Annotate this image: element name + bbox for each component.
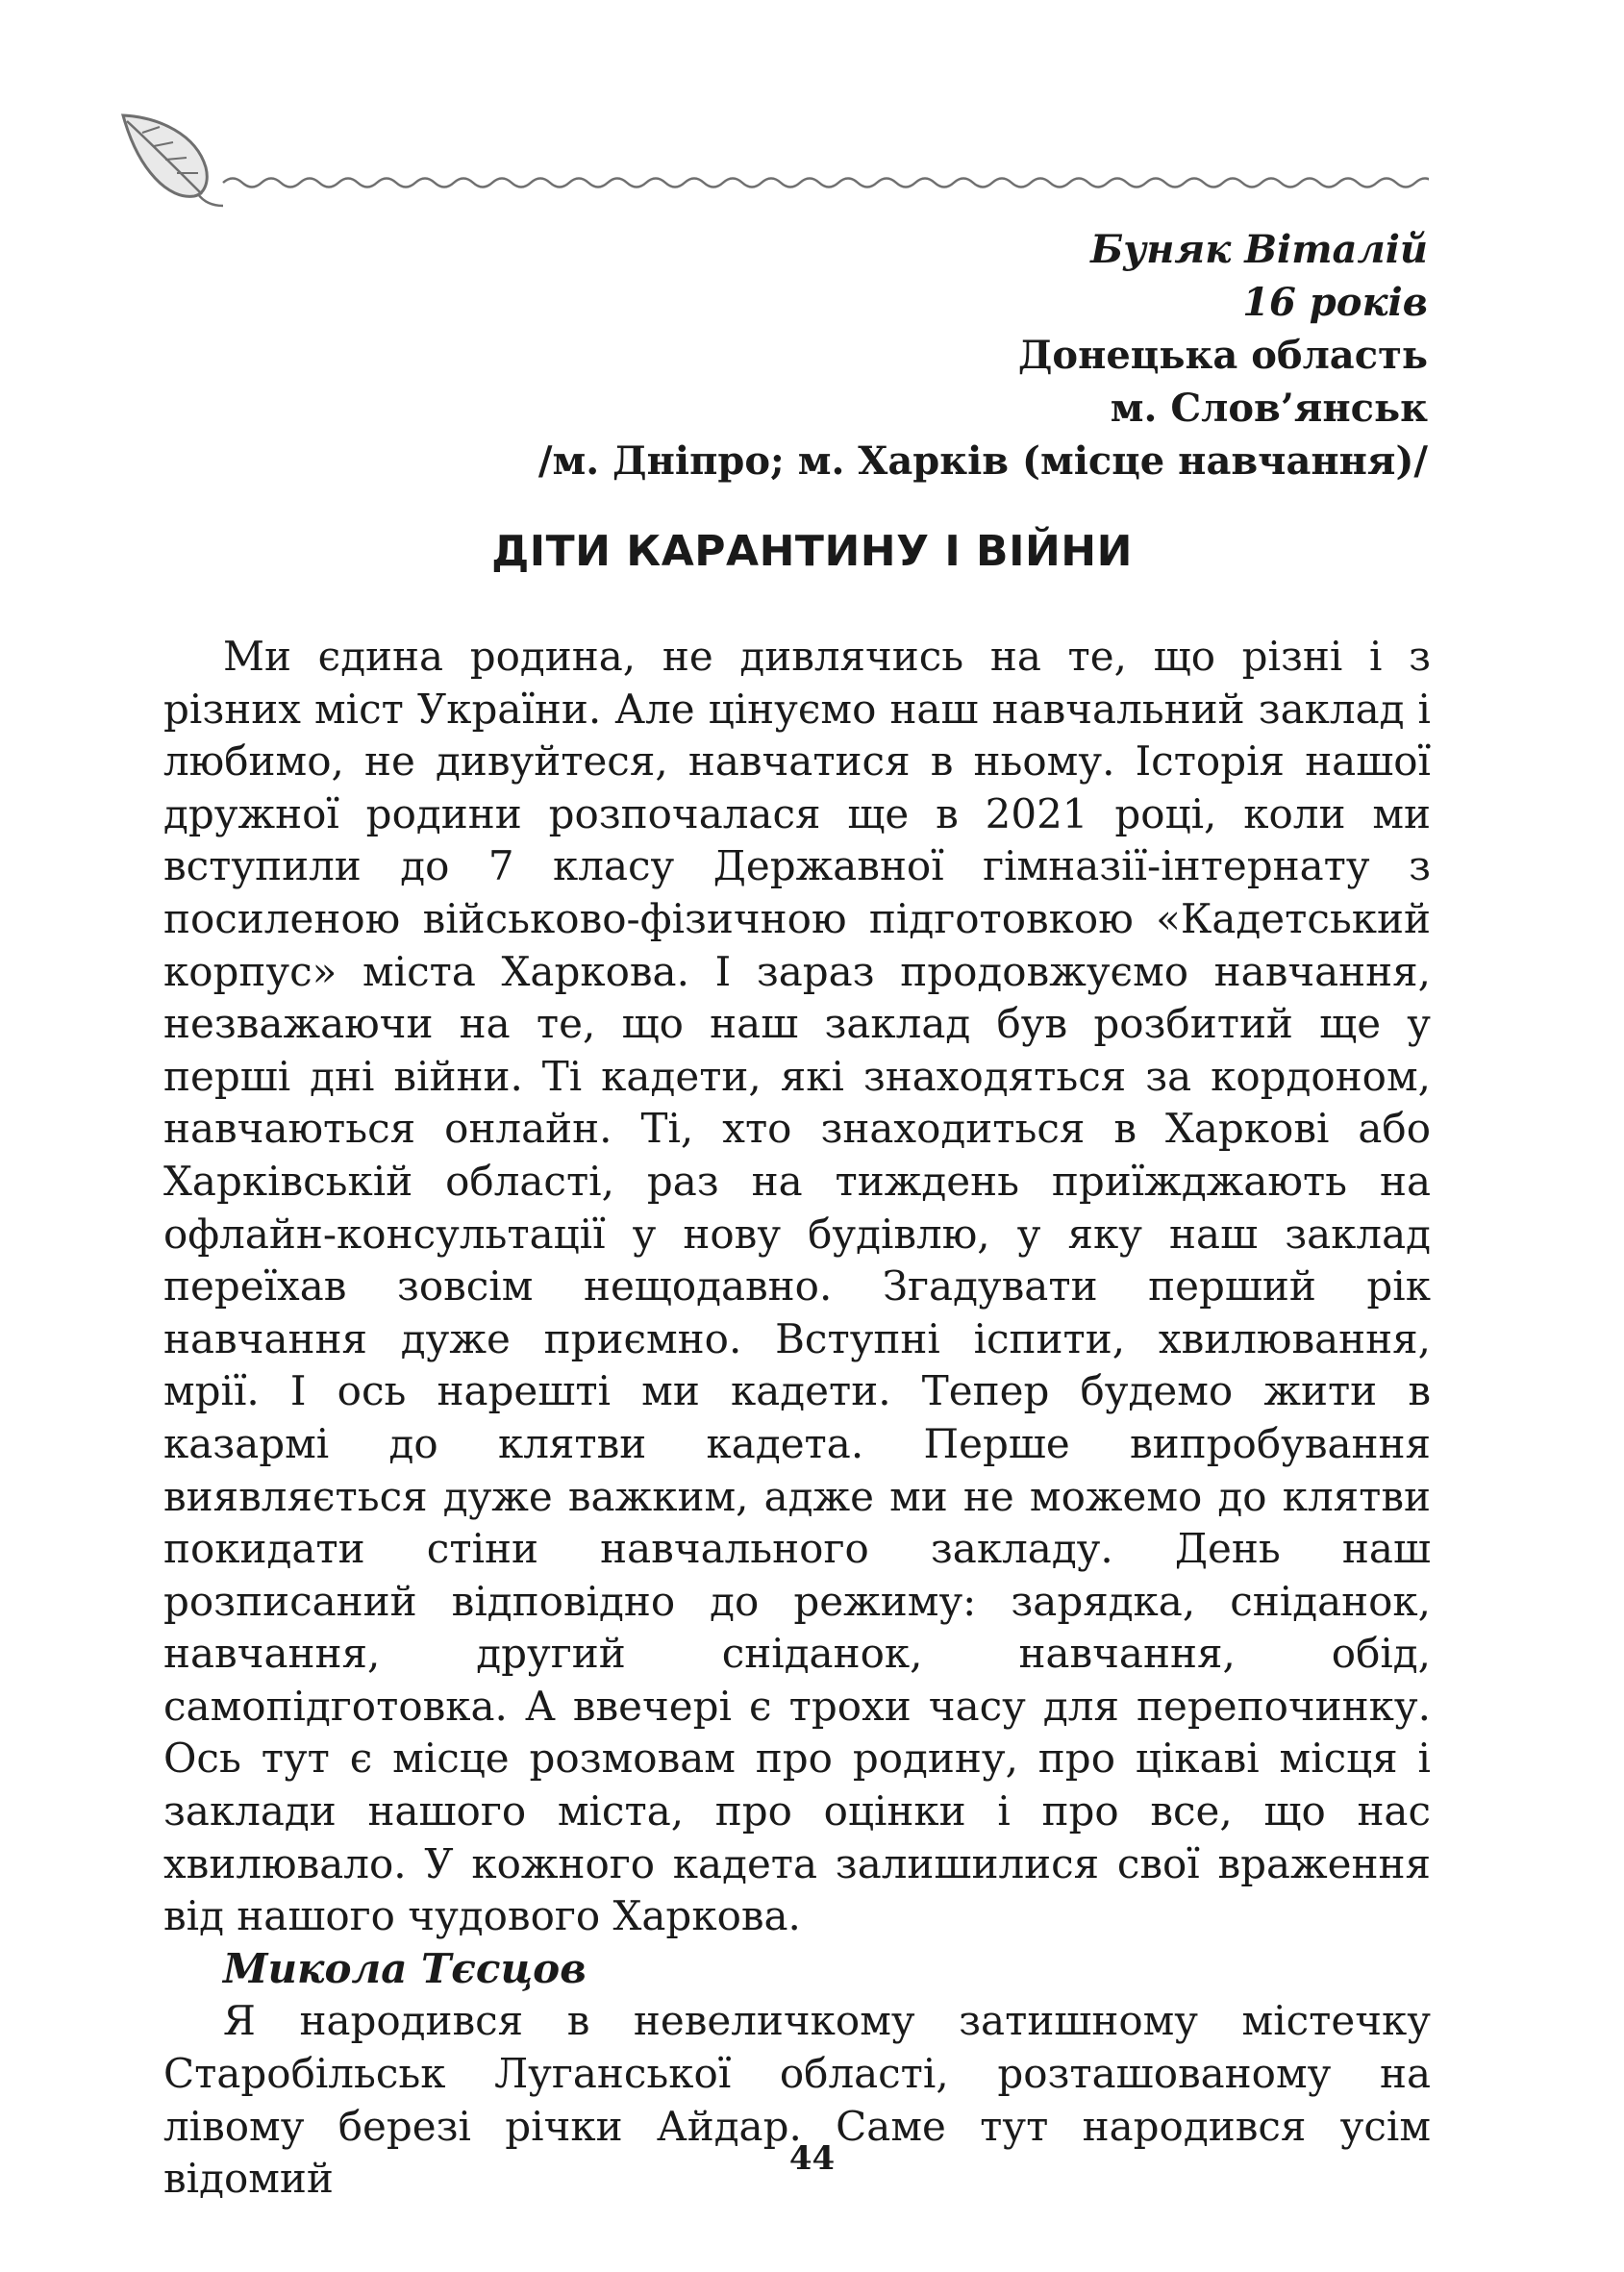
feather-icon	[123, 115, 223, 206]
paragraph-2: Я народився в невеличкому затишному містечку Старобільськ Луганської області, розташованому на лівому березі річки Айдар. Саме тут народився усім відомий	[163, 1997, 1431, 2203]
paragraph-1: Ми єдина родина, не дивлячись на те, що різні і з різних міст України. Але цінуємо наш навчальний заклад і любимо, не дивуйтеся, навчатися в ньому. Історія нашої дружної родини розпочалася ще в 2021 році, коли ми вступили до 7 класу Державної гімназії-інтернату з посиленою військово-фізичною підготовкою «Кадетський корпус» міста Харкова. І зараз продовжуємо навчання, незважаючи на те, що наш заклад був розбитий ще у перші дні війни. Ті кадети, які знаходяться за кордоном, навчаються онлайн. Ті, хто знаходиться в Харкові або Харківській області, раз на тиждень приїжджають на офлайн-консультації у нову будівлю, у яку наш заклад переїхав зовсім нещодавно. Згадувати перший рік навчання дуже приємно. Вступні іспити, хвилювання, мрії. І ось нарешті ми кадети. Тепер будемо жити в казармі до клятви кадета. Перше випробування виявляється дуже важким, адже ми не можемо до клятви покидати стіни навчального закладу. День наш розписаний відповідно до режиму: зарядка, сніданок, навчання, другий сніданок, навчання, обід, самопідготовка. А ввечері є трохи часу для перепочинку. Ось тут є місце розмовам про родину, про цікаві місця і заклади нашого міста, про оцінки і про все, що нас хвилювало. У кожного кадета залишилися свої враження від нашого чудового Харкова.	[163, 633, 1431, 1940]
story-body	[163, 631, 1431, 2206]
author-block	[538, 223, 1428, 487]
author-name: Буняк Віталій	[1090, 227, 1428, 272]
story-title: ДІТИ КАРАНТИНУ І ВІЙНИ	[491, 527, 1133, 576]
author-region: Донецька область	[1017, 333, 1428, 378]
author-city: м. Слов’янськ	[1110, 386, 1428, 431]
header-ornament	[121, 113, 1429, 210]
page-number: 44	[788, 2139, 836, 2178]
wavy-divider-icon	[223, 179, 1429, 187]
sub-author-name: Микола Тєсцов	[223, 1944, 587, 1992]
author-study-place: /м. Дніпро; м. Харків (місце навчання)/	[537, 438, 1428, 484]
author-age: 16 років	[1242, 280, 1428, 325]
